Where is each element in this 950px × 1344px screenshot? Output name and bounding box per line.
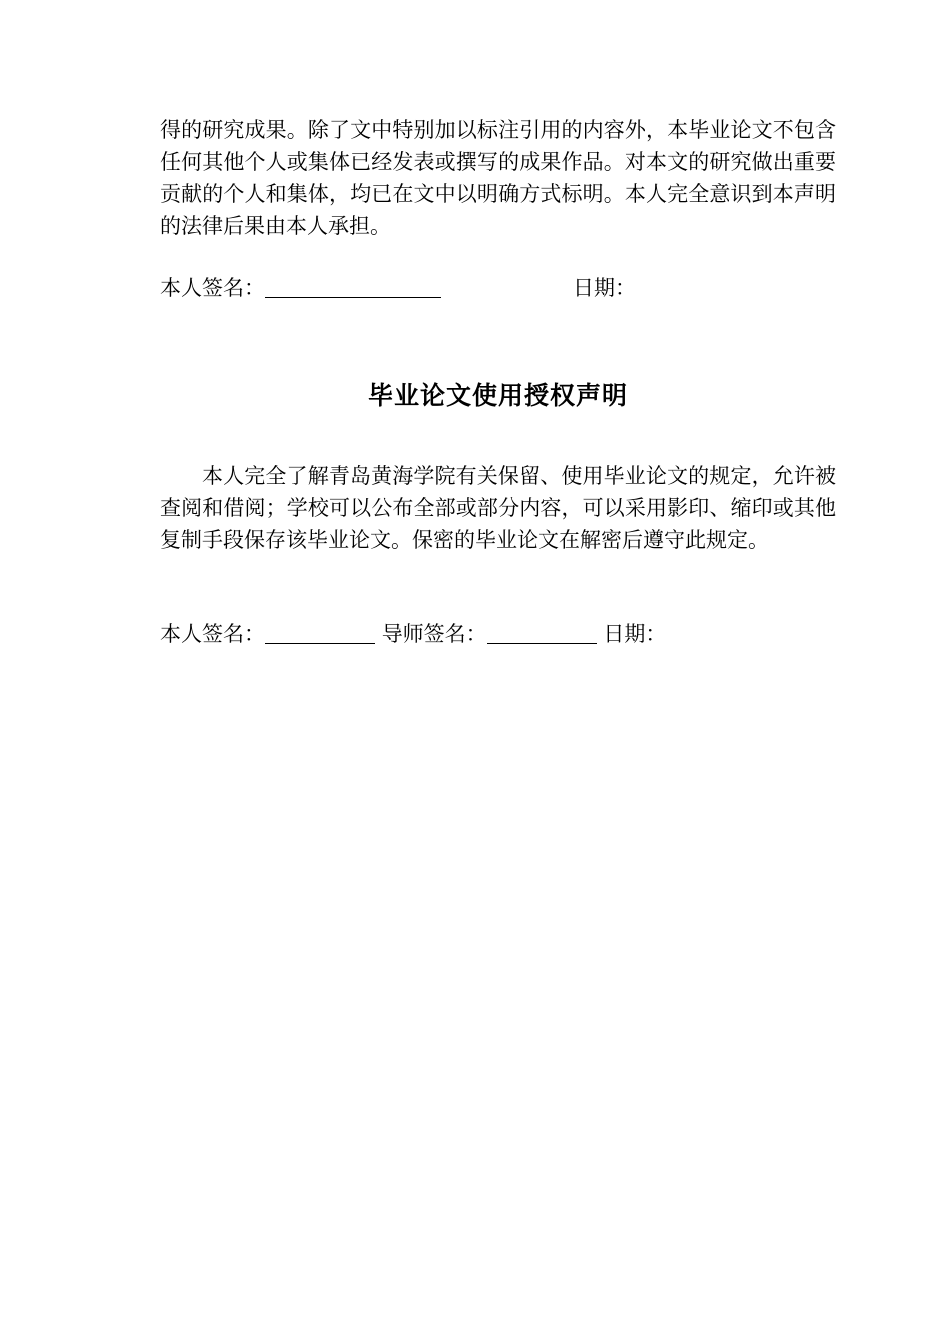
originality-signature-line <box>160 272 441 304</box>
originality-date-label: 日期： <box>573 276 636 300</box>
advisor-signature-blank <box>487 623 597 644</box>
authorization-statement-paragraph: 本人完全了解青岛黄海学院有关保留、使用毕业论文的规定，允许被查阅和借阅；学校可以公布全部或部分内容，可以采用影印、缩印或其他复制手段保存该毕业论文。保密的毕业论文在解密后遵守此规定。 <box>160 464 836 552</box>
signature-label: 本人签名： <box>160 276 265 300</box>
advisor-signature-label: 导师签名： <box>381 622 487 646</box>
originality-statement-paragraph: 得的研究成果。除了文中特别加以标注引用的内容外，本毕业论文不包含任何其他个人或集体已经发表或撰写的成果作品。对本文的研究做出重要贡献的个人和集体，均已在文中以明确方式标明。本人完全意识到本声明的法律后果由本人承担。 <box>160 118 836 238</box>
signature-blank <box>265 623 375 644</box>
signature-blank <box>265 277 441 298</box>
authorization-date-label: 日期： <box>603 622 667 646</box>
authorization-signature-line <box>160 618 666 650</box>
signature-label: 本人签名： <box>160 622 265 646</box>
authorization-title: 毕业论文使用授权声明 <box>367 381 628 410</box>
